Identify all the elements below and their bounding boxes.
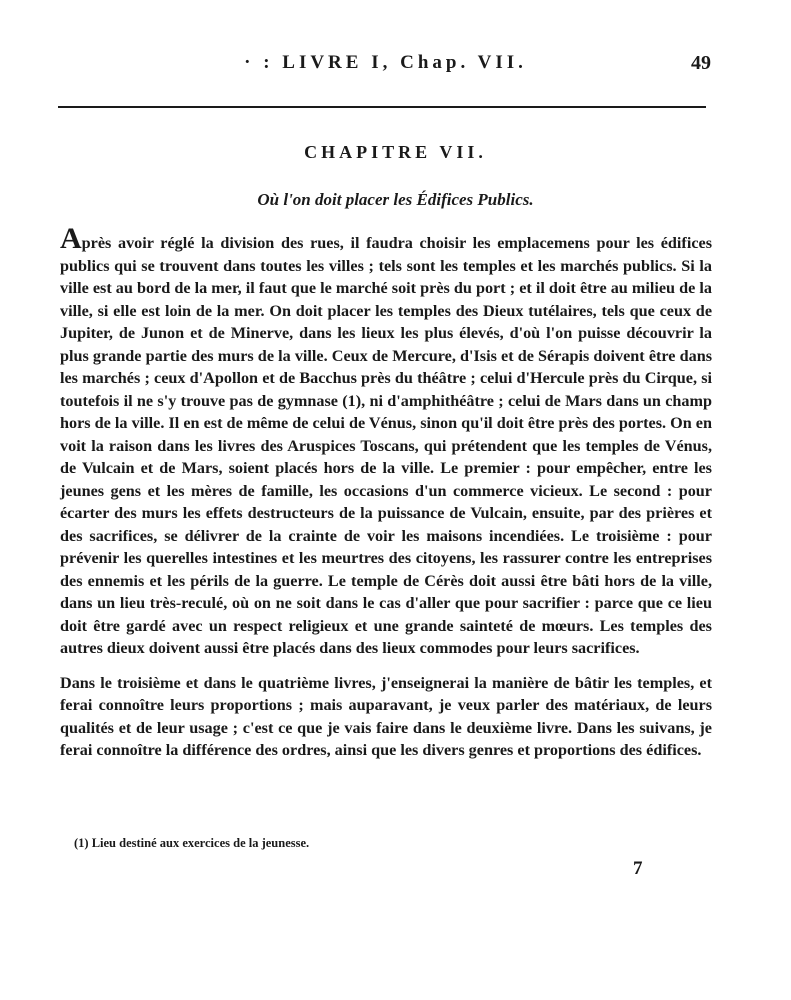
- drop-cap: A: [60, 222, 82, 255]
- paragraph-1: [60, 222, 712, 660]
- page-number: 49: [691, 52, 711, 74]
- running-head: [60, 52, 711, 86]
- chapter-subtitle: Où l'on doit placer les Édifices Publics.: [257, 190, 534, 209]
- signature-mark: 7: [633, 858, 643, 879]
- body-text: [60, 222, 712, 762]
- chapter-title: CHAPITRE VII.: [304, 142, 487, 162]
- running-title: · : LIVRE I, Chap. VII.: [244, 52, 527, 73]
- footnote: (1) Lieu destiné aux exercices de la jeunesse.: [74, 836, 310, 850]
- paragraph-1-text: près avoir réglé la division des rues, il faudra choisir les emplacemens pour les édifices publics qui se trouvent dans toutes les villes ; tels sont les temples et les marchés publics. Si la ville est au bord de la mer, il faut que le marché soit près du port ; et il doit être au milieu de la ville, si elle est loin de la mer. On doit placer les temples des Dieux tutélaires, tels que ceux de Jupiter, de Junon et de Minerve, dans les lieux les plus élevés, d'où l'on puisse découvrir la plus grande partie des murs de la ville. Ceux de Mercure, d'Isis et de Sérapis doivent être dans les marchés ; ceux d'Apollon et de Bacchus près du théâtre ; celui d'Hercule près du Cirque, si toutefois il ne s'y trouve pas de gymnase (1), ni d'amphithéâtre ; celui de Mars dans un champ hors de la ville. Il en est de même de celui de Vénus, sinon qu'il doit être près des portes. On en voit la raison dans les livres des Aruspices Toscans, qui prétendent que les temples de Vénus, de Vulcain et de Mars, soient placés hors de la ville. Le premier : pour empêcher, entre les jeunes gens et les mères de famille, les occasions d'un commerce vicieux. Le second : pour écarter des murs les effets destructeurs de la puissance de Vulcain, ensuite, par des prières et des sacrifices, se délivrer de la crainte de voir les maisons incendiées. Le troisième : pour prévenir les querelles intestines et les meurtres des citoyens, les rassurer contre les entreprises des ennemis et les périls de la guerre. Le temple de Cérès doit aussi être bâti hors de la ville, dans un lieu très-reculé, où on ne soit dans le cas d'aller que pour sacrifier : parce que ce lieu doit être gardé avec un respect religieux et une grande sainteté de mœurs. Les temples des autres dieux doivent aussi être placés dans des lieux commodes pour leurs sacrifices.: [60, 234, 712, 657]
- header-rule: [58, 106, 706, 108]
- paragraph-2: Dans le troisième et dans le quatrième livres, j'enseignerai la manière de bâtir les temples, et ferai connoître leurs proportions ; mais auparavant, je veux parler des matériaux, de leurs qualités et de leur usage ; c'est ce que je vais faire dans le deuxième livre. Dans les suivans, je ferai connoître la différence des ordres, ainsi que les divers genres et proportions des édifices.: [60, 673, 712, 759]
